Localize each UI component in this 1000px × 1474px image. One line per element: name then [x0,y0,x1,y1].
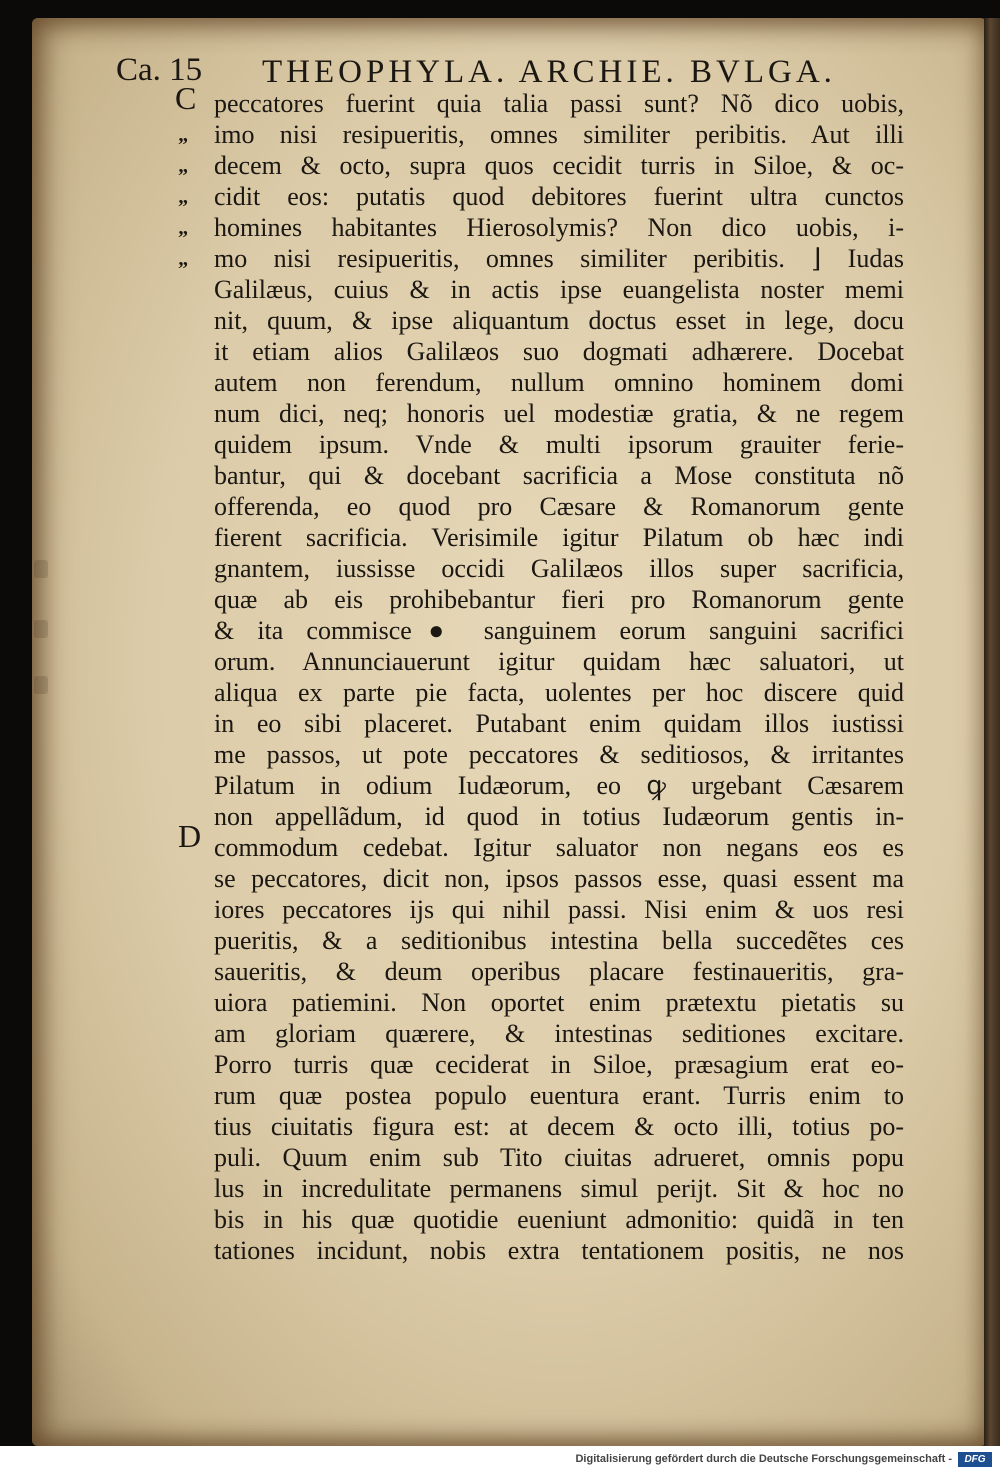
text-line: uiora patiemini. Non oportet enim prætextu pietatis su [214,988,904,1017]
text-line: Galilæus, cuius & in actis ipse euangelista noster memi [214,275,904,304]
text-line: in eo sibi placeret. Putabant enim quidam illos iustissi [214,709,904,738]
margin-letter-c: C [175,80,197,116]
text-line: orum. Annunciauerunt igitur quidam hæc saluatori, ut [214,647,904,676]
text-line: bantur, qui & docebant sacrificia a Mose constituta nõ [214,461,904,490]
text-line: quæ ab eis prohibebantur fieri pro Romanorum gente [214,585,904,614]
text-line: autem non ferendum, nullum omnino hominem domi [214,368,904,397]
text-line: peccatores fuerint quia talia passi sunt? Nõ dico uobis, [214,89,904,118]
text-line: tius ciuitatis figura est: at decem & octo illi, totius po- [214,1112,904,1141]
text-line: me passos, ut pote peccatores & seditiosos, & irritantes [214,740,904,769]
quote-mark: ” [178,134,187,156]
text-line: tationes incidunt, nobis extra tentationem positis, ne nos [214,1236,904,1265]
text-line: imo nisi resipueritis, omnes similiter peribitis. Aut illi [214,120,904,149]
text-line: aliqua ex parte pie facta, uolentes per hoc discere quid [214,678,904,707]
funding-credit: Digitalisierung gefördert durch die Deutsche Forschungsgemeinschaft - [575,1453,952,1465]
text-line: num dici, neq; honoris uel modestiæ gratia, & ne regem [214,399,904,428]
text-line: cidit eos: putatis quod debitores fuerint ultra cunctos [214,182,904,211]
text-line: commodum cedebat. Igitur saluator non negans eos es [214,833,904,862]
text-line: mo nisi resipueritis, omnes similiter peribitis. ⌋ Iudas [214,244,904,273]
page-edge [984,18,1000,1446]
text-line: am gloriam quærere, & intestinas seditiones excitare. [214,1019,904,1048]
text-line: pueritis, & a seditionibus intestina bella succedẽtes ces [214,926,904,955]
margin-letter-d: D [178,818,202,854]
text-line: & ita commisce● sanguinem eorum sanguini sacrifici [214,616,904,645]
quote-mark: ” [178,258,187,280]
text-line: decem & octo, supra quos cecidit turris in Siloe, & oc- [214,151,904,180]
text-line: lus in incredulitate permanens simul perijt. Sit & hoc no [214,1174,904,1203]
text-line: homines habitantes Hierosolymis? Non dico uobis, i- [214,213,904,242]
text-line: puli. Quum enim sub Tito ciuitas adrueret, omnis popu [214,1143,904,1172]
text-line: gnantem, iussisse occidi Galilæos illos super sacrificia, [214,554,904,583]
text-line: non appellãdum, id quod in totius Iudæorum gentis in- [214,802,904,831]
running-title: THEOPHYLA. ARCHIE. BVLGA. [262,54,836,90]
text-line: Pilatum in odium Iudæorum, eo ꝙ urgebant Cæsarem [214,771,904,800]
text-line: Porro turris quæ ceciderat in Siloe, præsagium erat eo- [214,1050,904,1079]
text-line: offerenda, eo quod pro Cæsare & Romanorum gente [214,492,904,521]
text-line: rum quæ postea populo euentura erant. Turris enim to [214,1081,904,1110]
text-line: iores peccatores ijs qui nihil passi. Nisi enim & uos resi [214,895,904,924]
chapter-number: Ca. 15 [116,52,203,88]
footer-bar [0,1446,1000,1474]
quote-mark: ” [178,227,187,249]
quote-mark: ” [178,165,187,187]
bleed-through-mark [34,676,48,694]
text-line: it etiam alios Galilæos suo dogmati adhærere. Docebat [214,337,904,366]
dfg-logo: DFG [958,1452,992,1467]
text-line: bis in his quæ quotidie eueniunt admonitio: quidã in ten [214,1205,904,1234]
bleed-through-mark [34,620,48,638]
text-line: saueritis, & deum operibus placare festinaueritis, gra- [214,957,904,986]
text-line: fierent sacrificia. Verisimile igitur Pilatum ob hæc indi [214,523,904,552]
quote-mark: ” [178,196,187,218]
bleed-through-mark [34,560,48,578]
text-line: nit, quum, & ipse aliquantum doctus esset in lege, docu [214,306,904,335]
text-line: quidem ipsum. Vnde & multi ipsorum grauiter ferie- [214,430,904,459]
text-line: se peccatores, dicit non, ipsos passos esse, quasi essent ma [214,864,904,893]
